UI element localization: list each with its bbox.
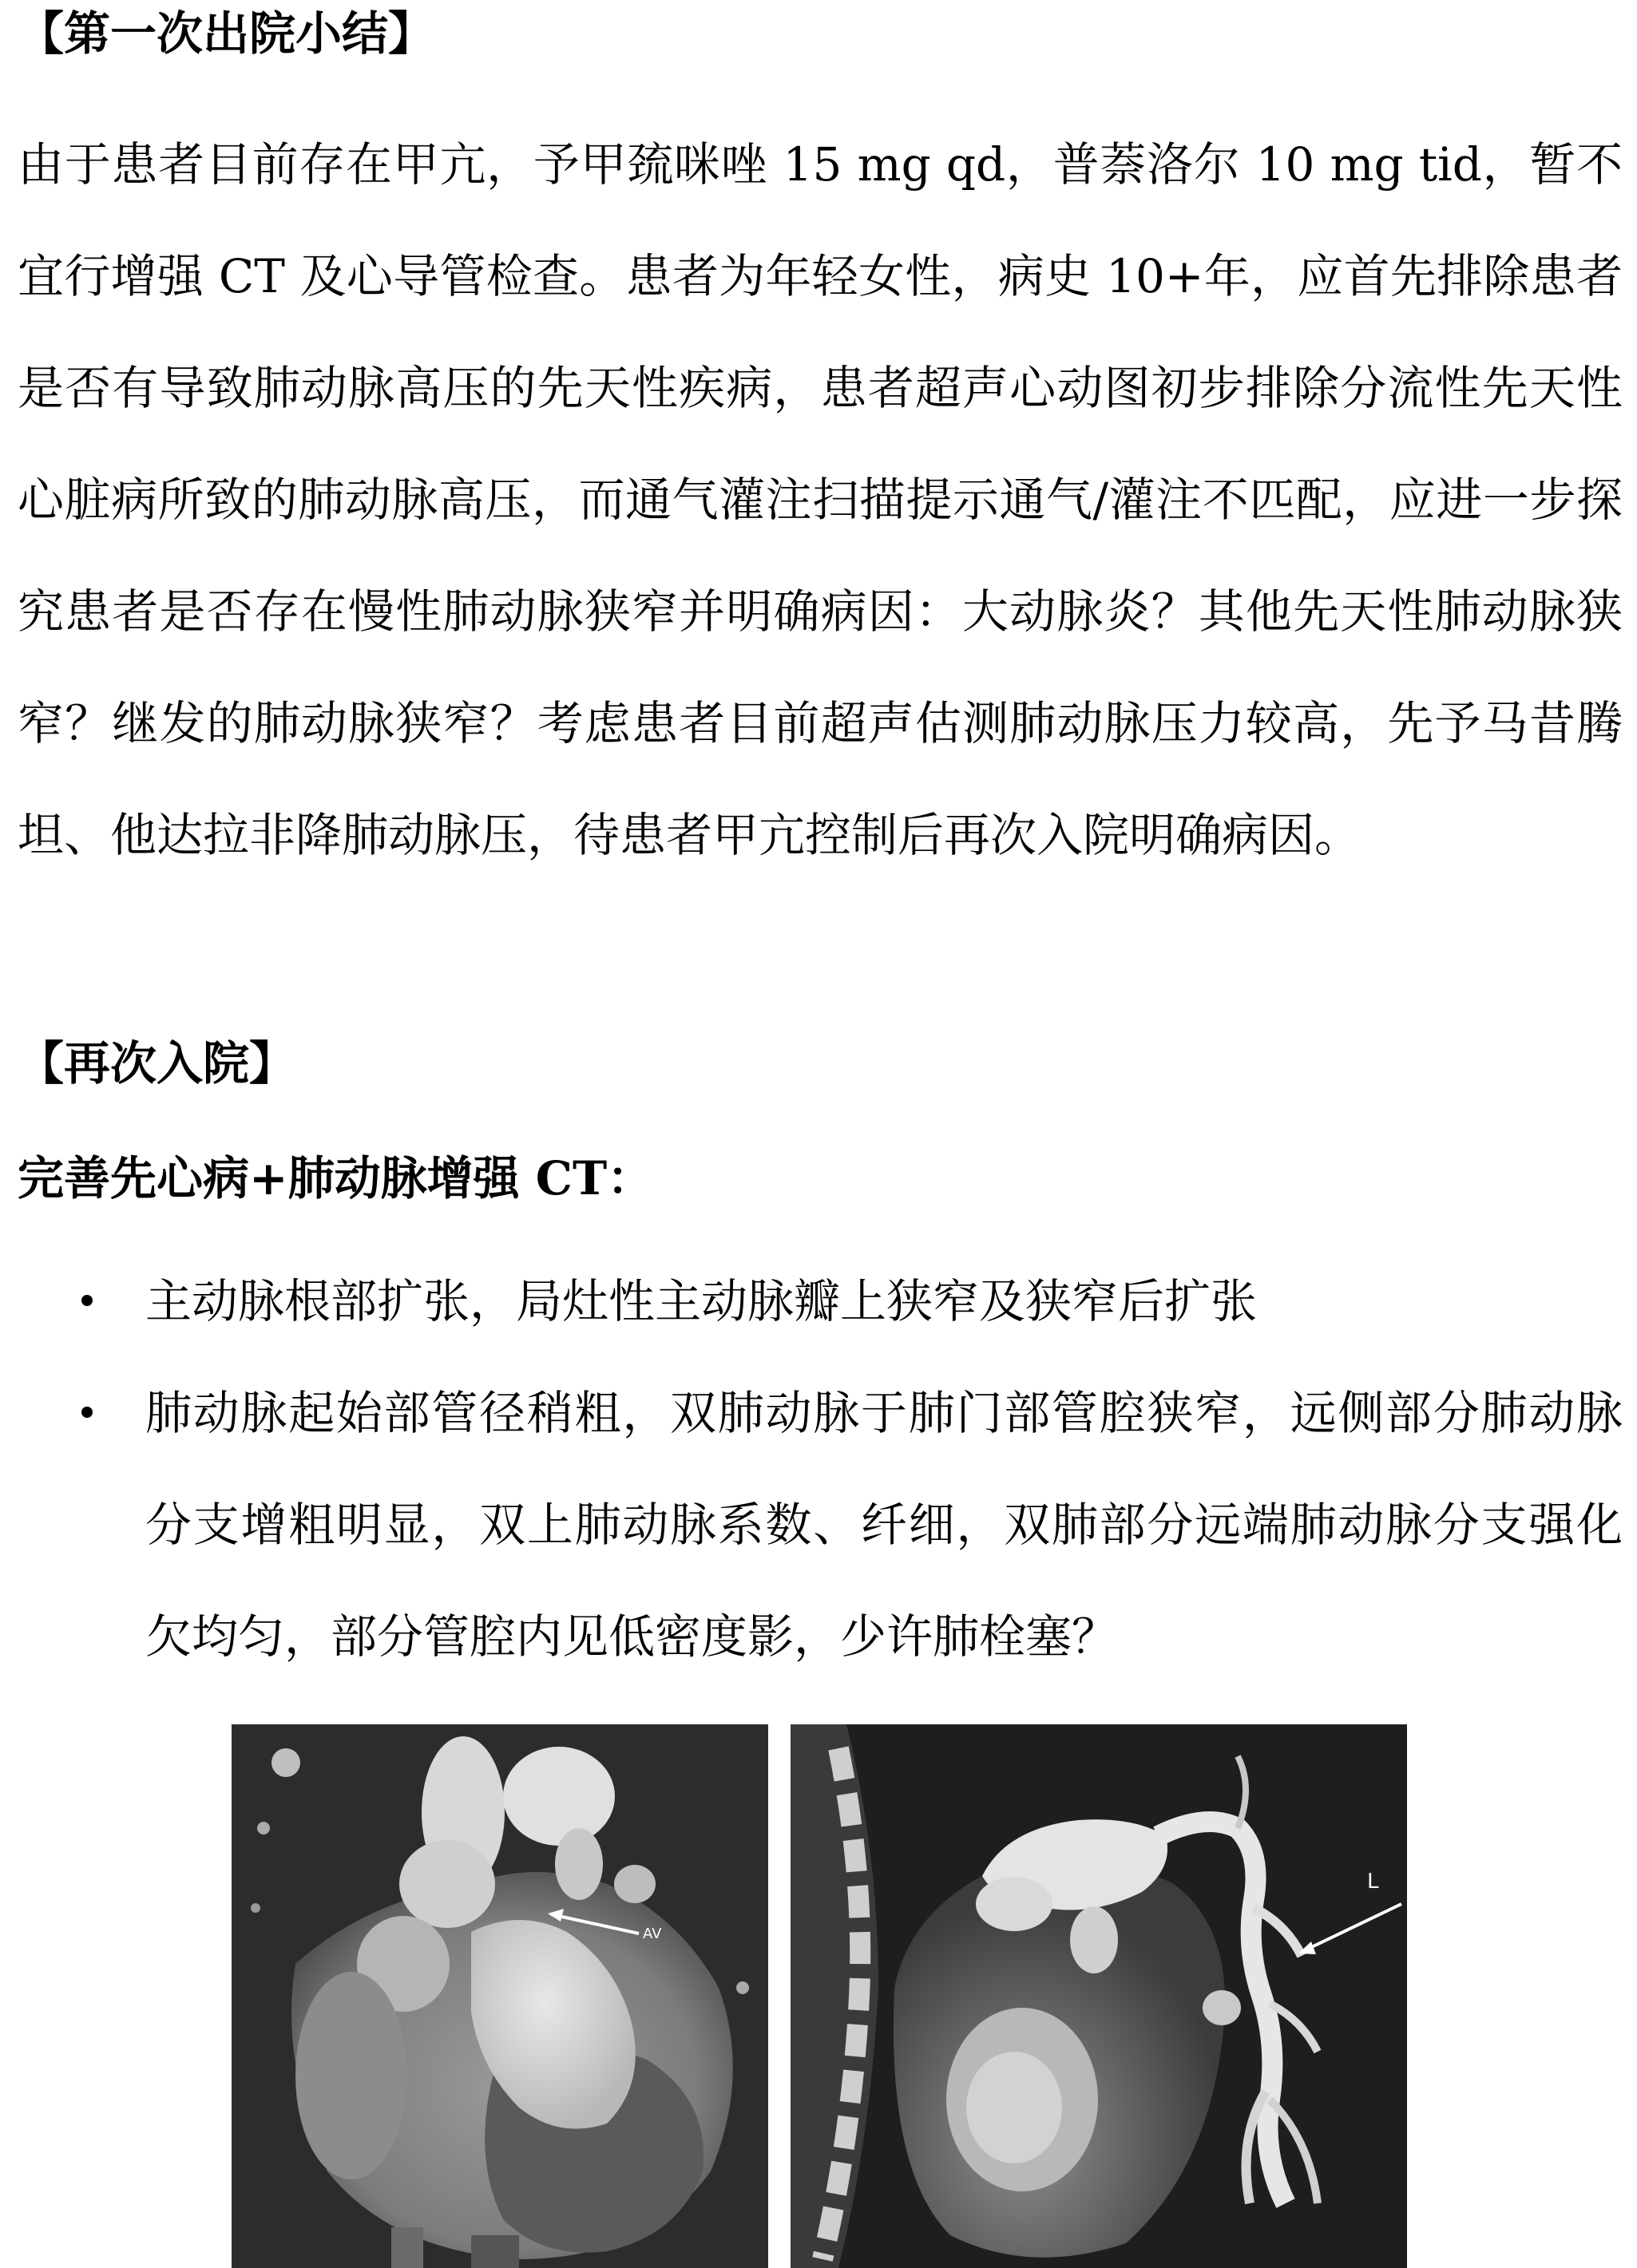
- ct-image-aortic-root: [232, 1724, 768, 2268]
- av-label: AV: [643, 1926, 662, 1942]
- list-item: [0, 1357, 1623, 1692]
- finding-text: 主动脉根部扩张，局灶性主动脉瓣上狭窄及狭窄后扩张: [145, 1274, 1258, 1328]
- readmission-heading: 【再次入院】: [18, 1036, 296, 1090]
- ct-image-pulmonary-artery: [791, 1724, 1407, 2268]
- l-label: L: [1367, 1870, 1379, 1894]
- list-item: [0, 1245, 1623, 1357]
- discharge-summary-paragraph: 由于患者目前存在甲亢，予甲巯咪唑 15 mg qd，普萘洛尔 10 mg tid，暂不宜行增强 CT 及心导管检查。患者为年轻女性，病史 10+年，应首先排除患者是否有导致肺动脉高压的先天性疾病，患者超声心动图初步排除分流性先天性心脏病所致的肺动脉高压，而通气灌注扫描提示通气/灌注不匹配，应进一步探究患者是否存在慢性肺动脉狭窄并明确病因：大动脉炎？其他先天性肺动脉狭窄？继发的肺动脉狭窄？考虑患者目前超声估测肺动脉压力较高，先予马昔腾坦、他达拉非降肺动脉压，待患者甲亢控制后再次入院明确病因。: [18, 137, 1623, 862]
- ct-findings-list: [0, 1245, 1637, 1692]
- ct-aortic-root-graphic: [232, 1724, 768, 2268]
- ct-findings-subheading: 完善先心病+肺动脉增强 CT：: [18, 1151, 654, 1205]
- bullet-icon: [81, 1295, 93, 1306]
- bullet-icon: [81, 1407, 93, 1418]
- discharge-summary-heading: 【第一次出院小结】: [18, 6, 435, 61]
- ct-pulmonary-artery-graphic: [791, 1724, 1407, 2268]
- finding-text: 肺动脉起始部管径稍粗，双肺动脉于肺门部管腔狭窄，远侧部分肺动脉分支增粗明显，双上肺动脉系数、纤细，双肺部分远端肺动脉分支强化欠均匀，部分管腔内见低密度影，少许肺栓塞？: [145, 1386, 1623, 1664]
